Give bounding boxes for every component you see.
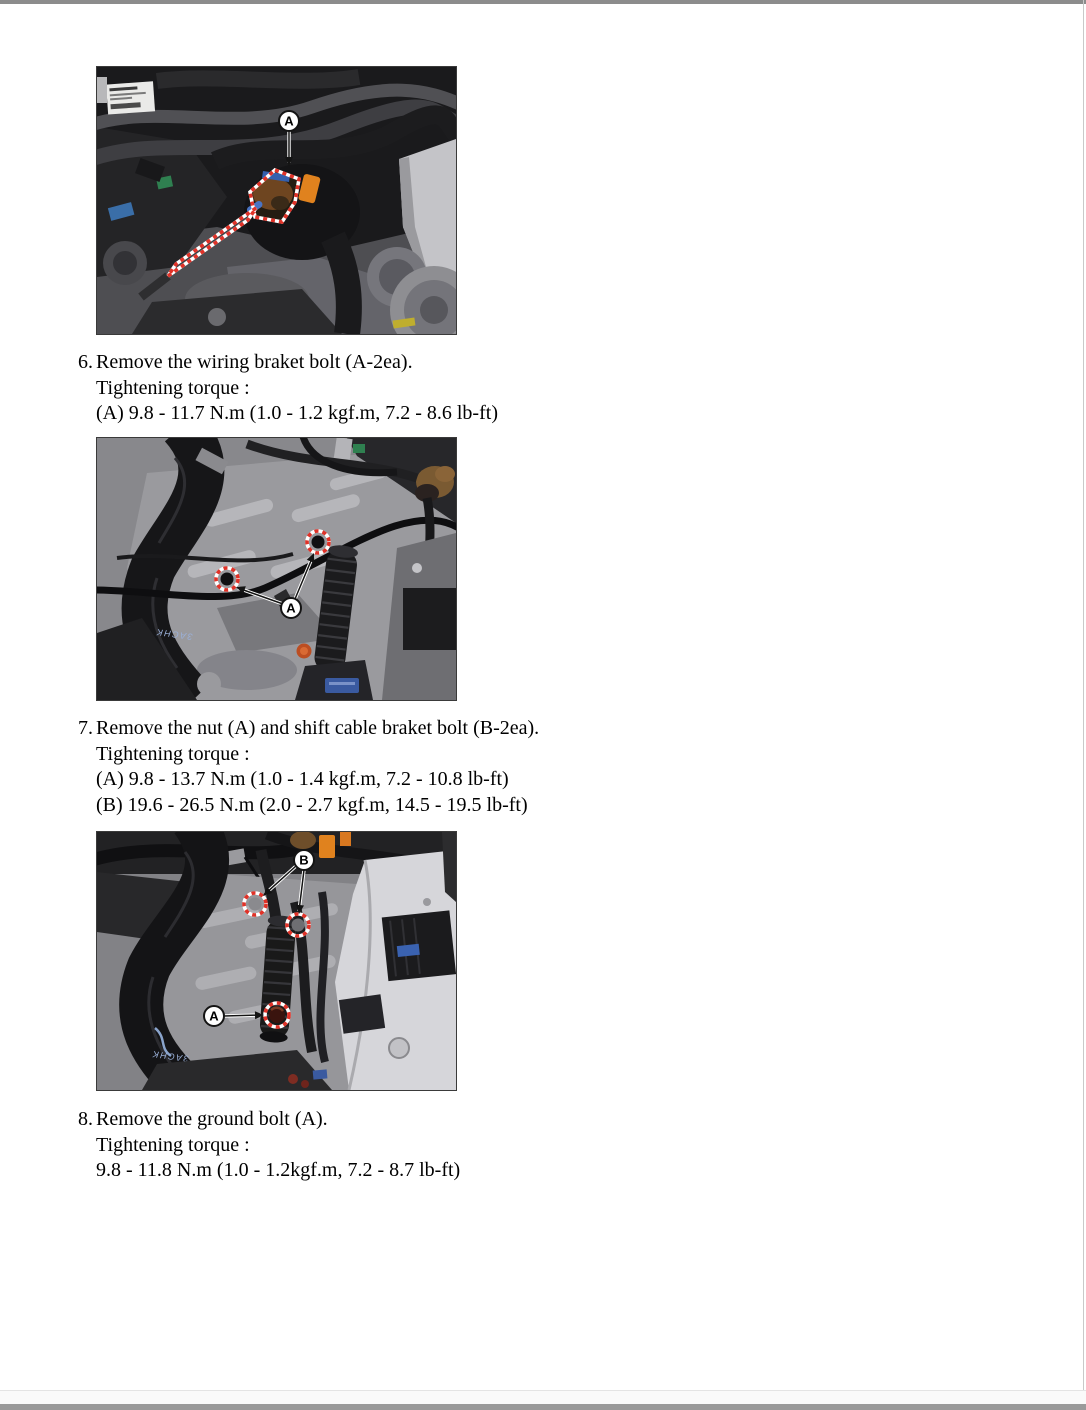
hose-marking: 3ACHK [150, 1048, 190, 1064]
step-7-torque-spec-b: (B) 19.6 - 26.5 N.m (2.0 - 2.7 kgf.m, 14.5 - 19.5 lb-ft) [96, 793, 528, 816]
page-bottom-strip [0, 1390, 1086, 1404]
step-8 [78, 1107, 460, 1184]
step-7-number: 7. [78, 717, 93, 739]
barcode-sticker [106, 81, 155, 114]
page-right-edge [1083, 0, 1084, 1410]
step-8-torque-spec: 9.8 - 11.8 N.m (1.0 - 1.2kgf.m, 7.2 - 8.7 lb-ft) [96, 1159, 461, 1181]
figure-wiring-braket-bolt [96, 66, 457, 335]
engine-bay-photo-1 [97, 67, 456, 334]
page-top-edge [0, 0, 1086, 4]
step-7-torque-label: Tightening torque : [96, 742, 250, 765]
hose-marking: 3ACHK [154, 626, 194, 642]
step-6-torque-label: Tightening torque : [96, 376, 250, 399]
engine-bay-photo-3 [97, 832, 456, 1090]
figure-nut-shift-cable-braket [96, 437, 457, 701]
callout-a-label: A [209, 1008, 219, 1024]
step-7 [78, 716, 539, 818]
step-6-instruction: Remove the wiring braket bolt (A-2ea). [96, 351, 413, 373]
step-7-instruction: Remove the nut (A) and shift cable braket bolt (B-2ea). [96, 717, 540, 739]
step-6-torque-spec: (A) 9.8 - 11.7 N.m (1.0 - 1.2 kgf.m, 7.2 - 8.6 lb-ft) [96, 402, 498, 424]
callout-a-label: A [284, 113, 294, 129]
step-7-torque-spec-a: (A) 9.8 - 13.7 N.m (1.0 - 1.4 kgf.m, 7.2 - 10.8 lb-ft) [96, 768, 509, 790]
step-6 [78, 350, 498, 427]
page-bottom-edge [0, 1404, 1086, 1410]
step-8-torque-label: Tightening torque : [96, 1133, 250, 1156]
orange-connector [319, 835, 335, 858]
step-8-instruction: Remove the ground bolt (A). [96, 1108, 328, 1130]
step-6-number: 6. [78, 351, 93, 373]
step-8-number: 8. [78, 1108, 93, 1130]
callout-b-label: B [299, 852, 309, 868]
figure-ground-bolt [96, 831, 457, 1091]
callout-a-label: A [286, 600, 296, 616]
engine-bay-photo-2 [97, 438, 456, 700]
